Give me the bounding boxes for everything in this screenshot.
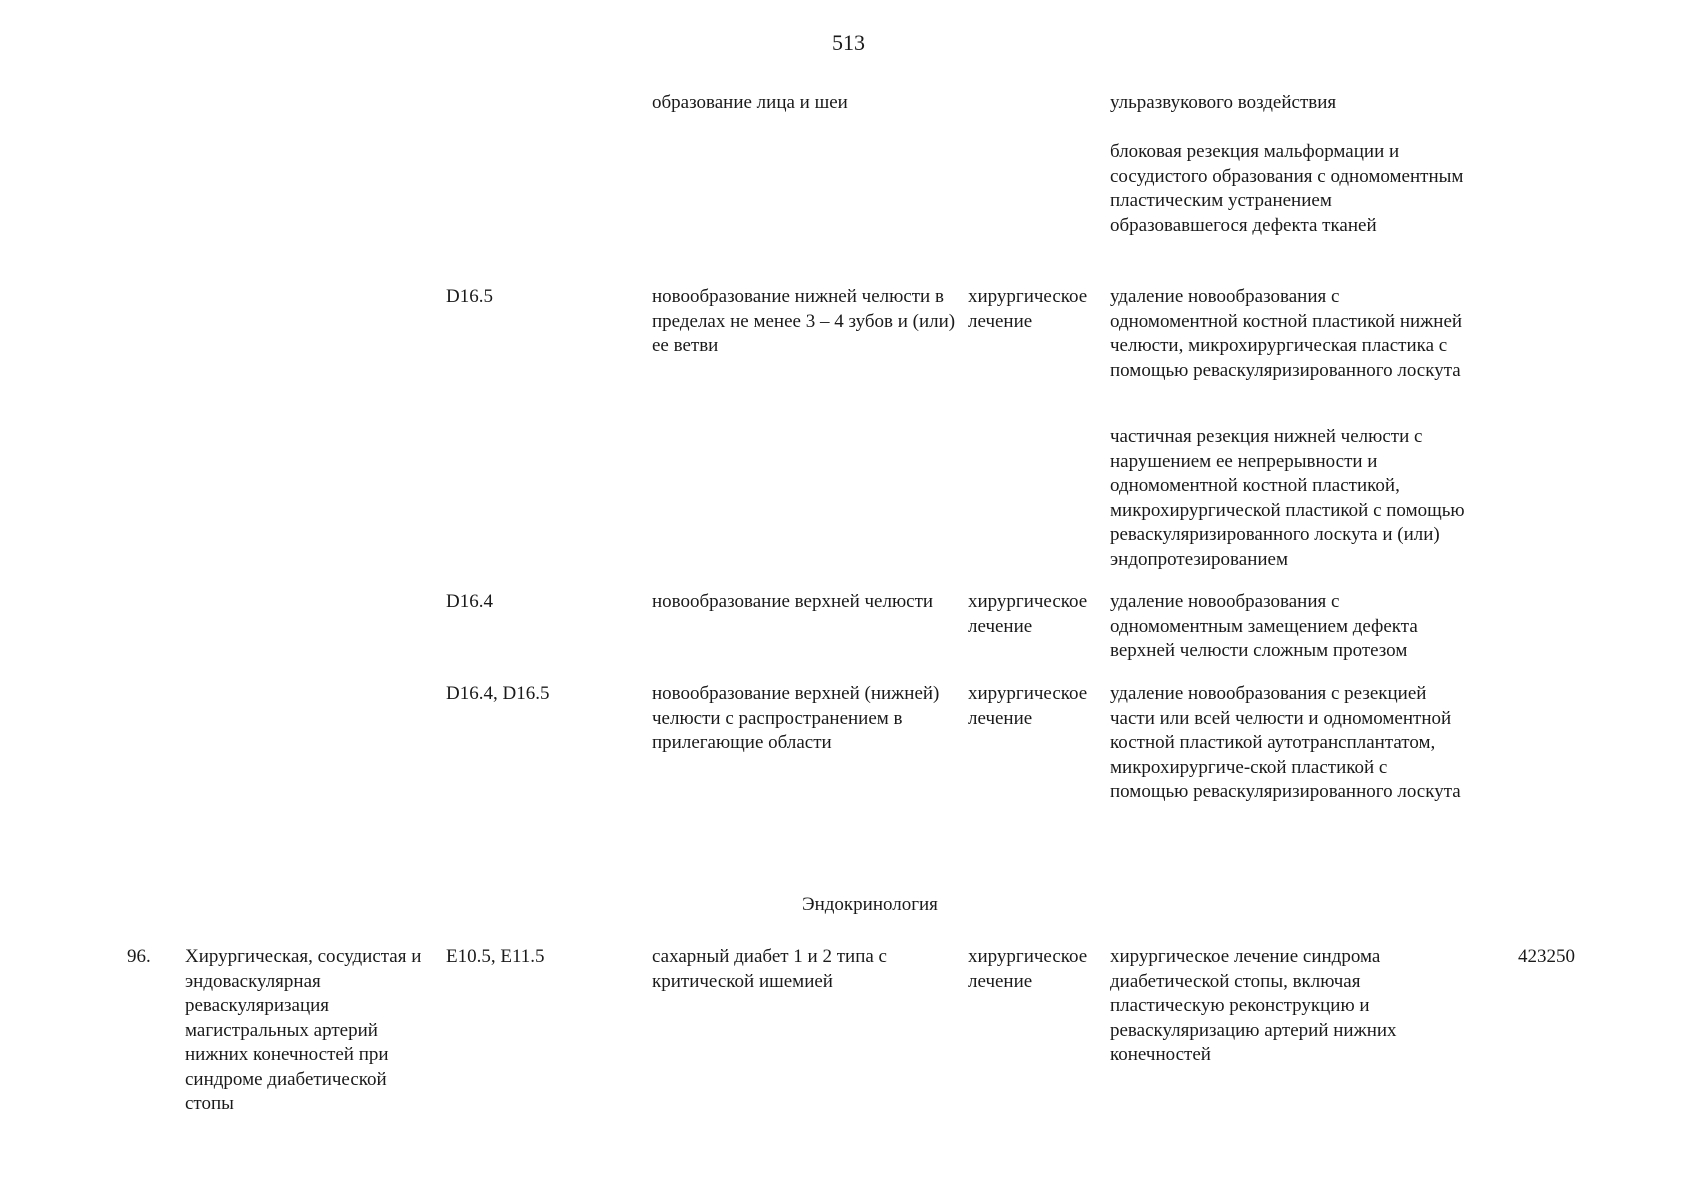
row-96-diagnosis: сахарный диабет 1 и 2 типа с критической ишемией bbox=[652, 946, 887, 992]
row-96-cost: 423250 bbox=[1518, 946, 1575, 967]
row-96-method: хирургическое лечение синдрома диабетической стопы, включая пластическую реконструкцию и реваскуляризацию артерий нижних конечностей bbox=[1110, 946, 1397, 1065]
row-d16-4-method-1: удаление новообразования с одномоментным замещением дефекта верхней челюсти сложным протезом bbox=[1110, 591, 1418, 661]
row-d16-4-d16-5-code: D16.4, D16.5 bbox=[446, 683, 550, 704]
row-d16-4-d16-5-diagnosis: новообразование верхней (нижней) челюсти с распространением в прилегающие области bbox=[652, 683, 940, 753]
row-d16-4-d16-5-treatment-type: хирургическое лечение bbox=[968, 683, 1088, 729]
row-96-code: E10.5, E11.5 bbox=[446, 946, 545, 967]
section-title: Эндокринология bbox=[802, 894, 938, 915]
row-d16-5-method-1: удаление новообразования с одномоментной костной пластикой нижней челюсти, микрохирургическая пластика с помощью реваскуляризированного лоскута bbox=[1110, 286, 1463, 381]
row-d16-5-diagnosis: новообразование нижней челюсти в пределах не менее 3 – 4 зубов и (или) ее ветви bbox=[652, 286, 956, 356]
page-number: 513 bbox=[832, 30, 865, 55]
row-d16-4-diagnosis: новообразование верхней челюсти bbox=[652, 591, 934, 612]
row-d16-5-method-2: частичная резекция нижней челюсти с нарушением ее непрерывности и одномоментной костной пластикой, микрохирургической пластикой с помощью реваскуляризированного лоскута и (или) эндопротезированием bbox=[1110, 426, 1465, 570]
row-96-name: Хирургическая, сосудистая и эндоваскулярная реваскуляризация магистральных артерий нижних конечностей при синдроме диабетической стопы bbox=[185, 946, 422, 1114]
continuation-diagnosis: образование лица и шеи bbox=[652, 92, 848, 113]
row-d16-4-d16-5-method-1: удаление новообразования с резекцией части или всей челюсти и одномоментной костной пластикой аутотрансплантатом, микрохирургиче-ской пластикой с помощью реваскуляризированного лоскута bbox=[1110, 683, 1461, 802]
row-d16-4-treatment-type: хирургическое лечение bbox=[968, 591, 1088, 637]
continuation-method-1: ульразвукового воздействия bbox=[1110, 92, 1337, 113]
continuation-method-2: блоковая резекция мальформации и сосудистого образования с одномоментным пластическим устранением образовавшегося дефекта тканей bbox=[1110, 141, 1464, 236]
row-d16-5-treatment-type: хирургическое лечение bbox=[968, 286, 1088, 332]
row-d16-5-code: D16.5 bbox=[446, 286, 493, 307]
row-d16-4-code: D16.4 bbox=[446, 591, 493, 612]
row-96-number: 96. bbox=[127, 946, 151, 967]
row-96-treatment-type: хирургическое лечение bbox=[968, 946, 1088, 992]
